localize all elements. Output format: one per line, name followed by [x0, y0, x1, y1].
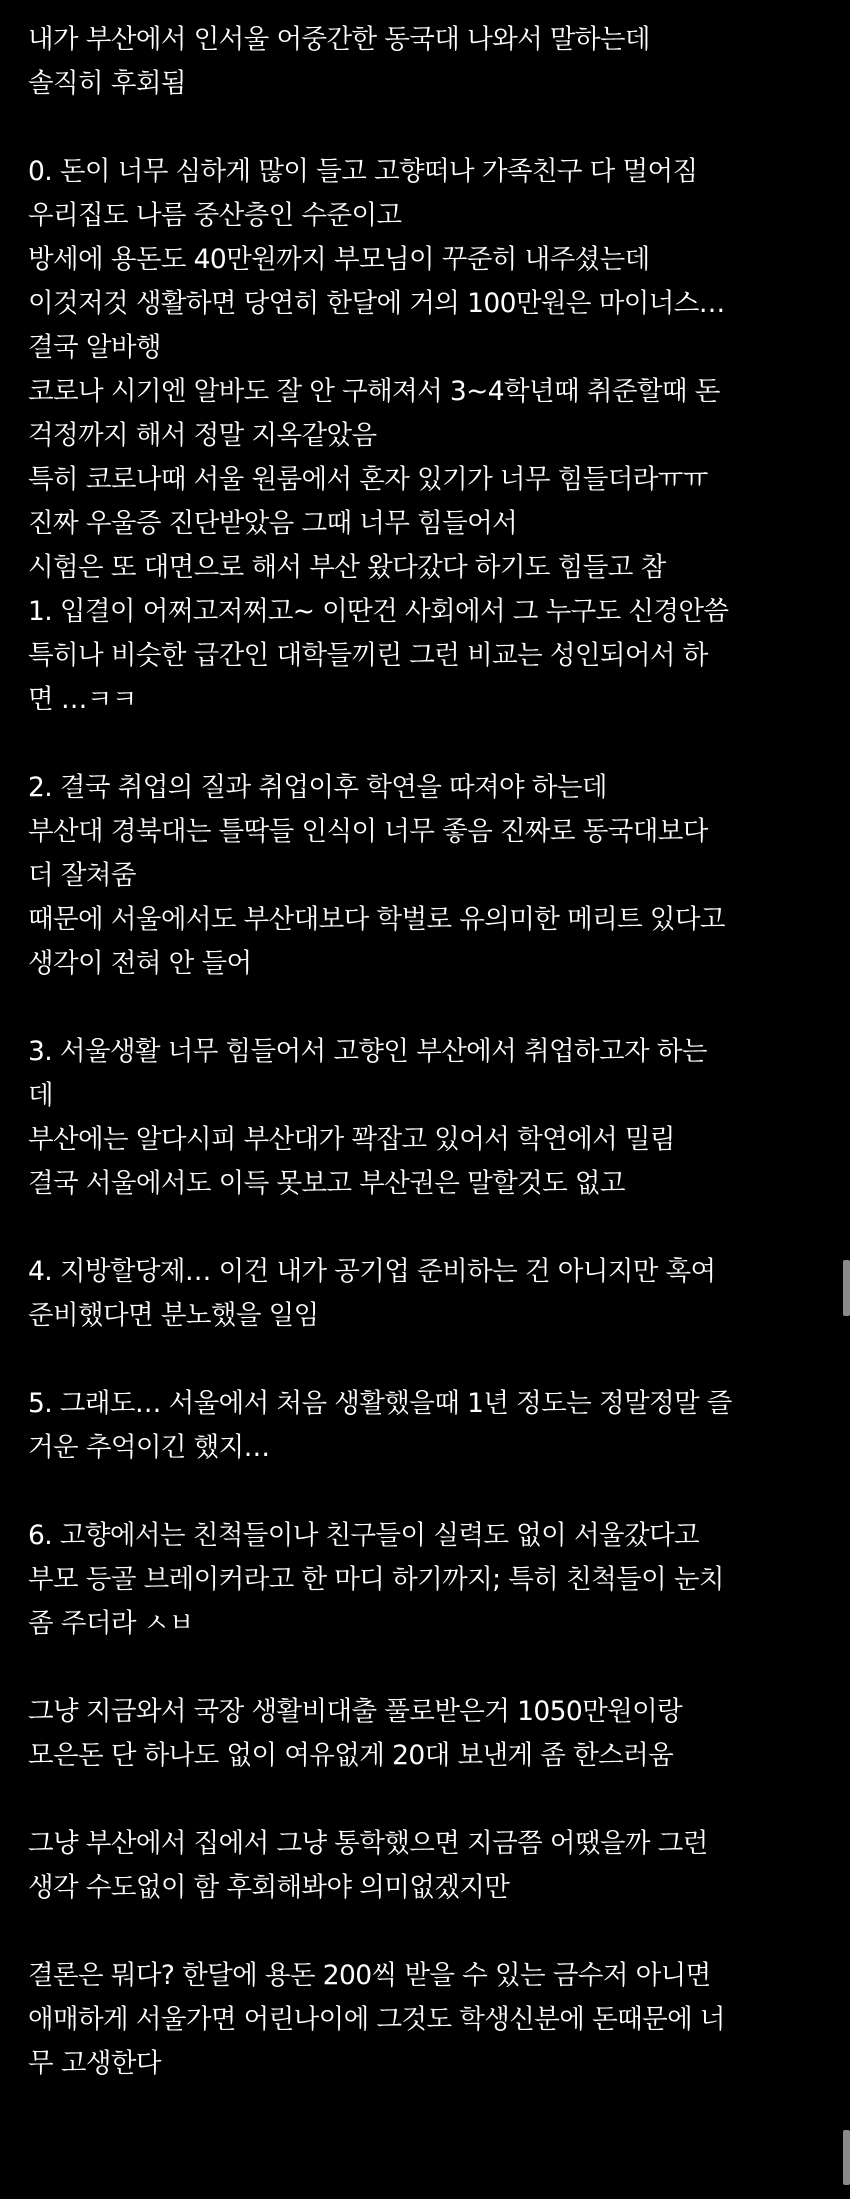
blank-line	[28, 1778, 828, 1822]
blank-line	[28, 1910, 828, 1954]
post-line: 솔직히 후회됨	[28, 68, 186, 99]
post-line: 생각 수도없이 함 후회해봐야 의미없겠지만	[28, 1872, 510, 1903]
post-line: 6. 고향에서는 친척들이나 친구들이 실력도 없이 서울갔다고	[28, 1520, 700, 1551]
post-line: 거운 추억이긴 했지…	[28, 1432, 270, 1463]
post-line: 부산에는 알다시피 부산대가 꽉잡고 있어서 학연에서 밀림	[28, 1124, 675, 1155]
blank-line	[28, 722, 828, 766]
post-line: 시험은 또 대면으로 해서 부산 왔다갔다 하기도 힘들고 참	[28, 552, 666, 583]
post-line: 특히 코로나때 서울 원룸에서 혼자 있기가 너무 힘들더라ㅠㅠ	[28, 464, 708, 495]
scroll-indicator[interactable]	[843, 2130, 850, 2185]
post-line: 더 잘쳐줌	[28, 860, 136, 891]
blank-line	[28, 1470, 828, 1514]
post-line: 부모 등골 브레이커라고 한 마디 하기까지; 특히 친척들이 눈치	[28, 1564, 724, 1595]
post-line: 우리집도 나름 중산층인 수준이고	[28, 200, 402, 231]
post-line: 4. 지방할당제… 이건 내가 공기업 준비하는 건 아니지만 혹여	[28, 1256, 716, 1287]
post-line: 애매하게 서울가면 어린나이에 그것도 학생신분에 돈때문에 너	[28, 2004, 725, 2035]
post-line: 그냥 부산에서 집에서 그냥 통학했으면 지금쯤 어땠을까 그런	[28, 1828, 708, 1859]
post-line: 부산대 경북대는 틀딱들 인식이 너무 좋음 진짜로 동국대보다	[28, 816, 708, 847]
post-line: 2. 결국 취업의 질과 취업이후 학연을 따져야 하는데	[28, 772, 607, 803]
post-line: 결국 알바행	[28, 332, 161, 363]
post-line: 무 고생한다	[28, 2048, 161, 2079]
post-line: 0. 돈이 너무 심하게 많이 들고 고향떠나 가족친구 다 멀어짐	[28, 156, 698, 187]
blank-line	[28, 1646, 828, 1690]
blank-line	[28, 1206, 828, 1250]
blank-line	[28, 1338, 828, 1382]
post-line: 진짜 우울증 진단받았음 그때 너무 힘들어서	[28, 508, 518, 539]
post-line: 좀 주더라 ㅅㅂ	[28, 1608, 194, 1639]
post-line: 3. 서울생활 너무 힘들어서 고향인 부산에서 취업하고자 하는	[28, 1036, 707, 1067]
post-line: 1. 입결이 어쩌고저쩌고~ 이딴건 사회에서 그 누구도 신경안씀	[28, 596, 729, 627]
post-line: 내가 부산에서 인서울 어중간한 동국대 나와서 말하는데	[28, 24, 650, 55]
post-line: 준비했다면 분노했을 일임	[28, 1300, 319, 1331]
scroll-indicator[interactable]	[843, 1260, 850, 1316]
post-line: 면 …ㅋㅋ	[28, 684, 137, 715]
blank-line	[28, 986, 828, 1030]
post-line: 모은돈 단 하나도 없이 여유없게 20대 보낸게 좀 한스러움	[28, 1740, 674, 1771]
post-line: 5. 그래도… 서울에서 처음 생활했을때 1년 정도는 정말정말 즐	[28, 1388, 732, 1419]
post-line: 걱정까지 해서 정말 지옥같았음	[28, 420, 377, 451]
post-line: 때문에 서울에서도 부산대보다 학벌로 유의미한 메리트 있다고	[28, 904, 725, 935]
post-line: 결국 서울에서도 이득 못보고 부산권은 말할것도 없고	[28, 1168, 625, 1199]
post-line: 데	[28, 1080, 53, 1111]
post-line: 방세에 용돈도 40만원까지 부모님이 꾸준히 내주셨는데	[28, 244, 650, 275]
post-line: 그냥 지금와서 국장 생활비대출 풀로받은거 1050만원이랑	[28, 1696, 683, 1727]
post-line: 생각이 전혀 안 들어	[28, 948, 252, 979]
post-line: 특히나 비슷한 급간인 대학들끼린 그런 비교는 성인되어서 하	[28, 640, 708, 671]
post-line: 결론은 뭐다? 한달에 용돈 200씩 받을 수 있는 금수저 아니면	[28, 1960, 711, 1991]
post-line: 코로나 시기엔 알바도 잘 안 구해져서 3~4학년때 취준할때 돈	[28, 376, 720, 407]
blank-line	[28, 106, 828, 150]
post-body	[28, 18, 828, 2086]
post-line: 이것저것 생활하면 당연히 한달에 거의 100만원은 마이너스…	[28, 288, 725, 319]
